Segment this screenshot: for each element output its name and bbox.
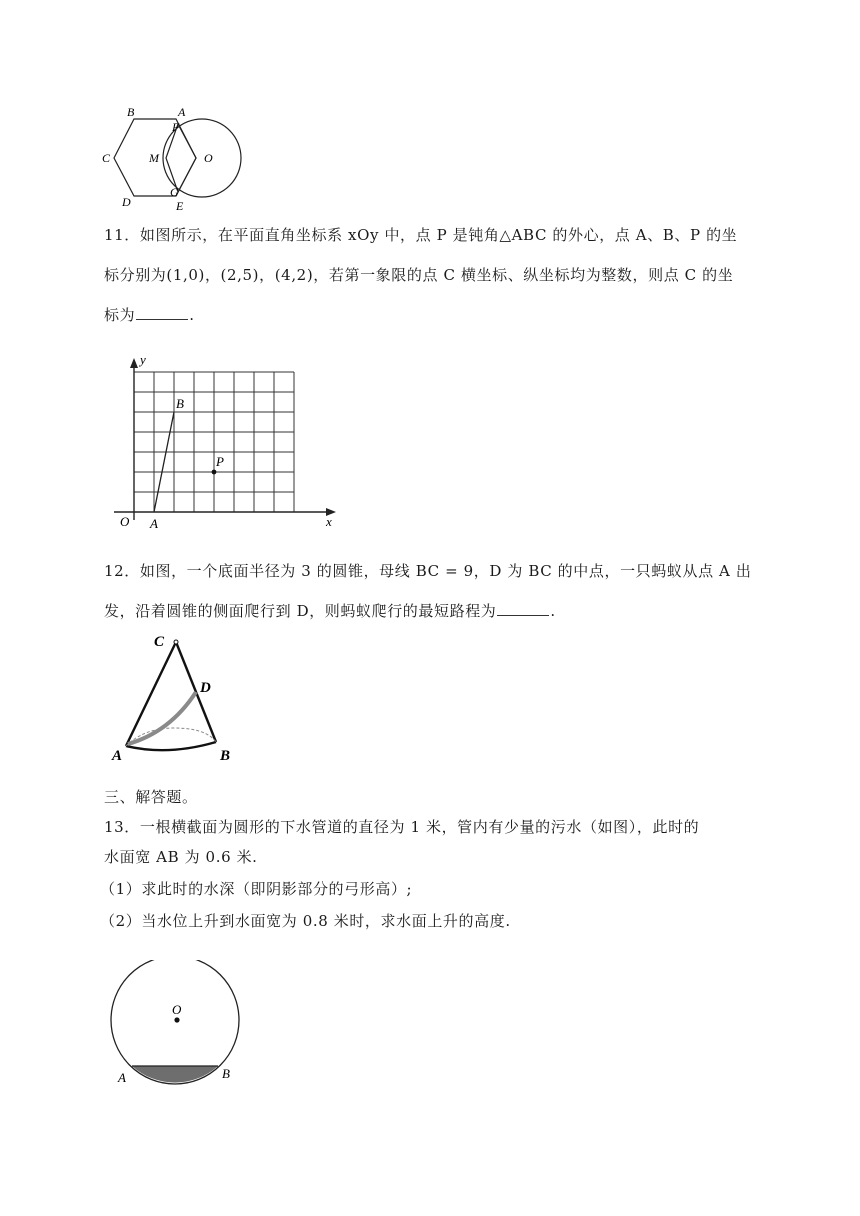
segment-AB <box>154 412 174 512</box>
q11-line-3-suffix: . <box>189 306 195 324</box>
coordinate-grid-figure <box>110 350 350 530</box>
q12-answer-blank[interactable] <box>497 601 549 616</box>
y-axis-arrow <box>130 358 138 368</box>
q11-line-1: 11．如图所示，在平面直角坐标系 xOy 中，点 P 是钝角△ABC 的外心，点 A、B、P 的坐 <box>104 226 738 244</box>
q11-line-2: 标分别为(1,0)，(2,5)，(4,2)，若第一象限的点 C 横坐标、纵坐标均为整数，则点 C 的坐 <box>104 266 734 284</box>
q12-line-2 <box>104 600 556 622</box>
label-F: F <box>172 120 180 134</box>
inner-rhombus-right <box>178 124 196 192</box>
q13-line-2: 水面宽 AB 为 0.6 米. <box>104 848 258 866</box>
point-B-label: B <box>176 396 184 411</box>
pipe-label-B: B <box>222 1066 230 1081</box>
water-segment-shaded <box>132 1066 218 1083</box>
apex-point <box>174 640 178 644</box>
point-P-label: P <box>216 454 224 469</box>
q12-line-2-suffix: . <box>550 602 556 620</box>
q13-sub-2: （2）当水位上升到水面宽为 0.8 米时，求水面上升的高度. <box>100 912 511 930</box>
q11-line-3-prefix: 标为 <box>104 306 136 324</box>
cone-base-back <box>126 728 216 746</box>
cone-side-left <box>126 642 176 746</box>
q12-line-1: 12．如图，一个底面半径为 3 的圆锥，母线 BC = 9，D 为 BC 的中点，一只蚂蚁从点 A 出 <box>104 562 752 580</box>
label-G: G <box>170 185 179 199</box>
pipe-label-O: O <box>172 1002 182 1017</box>
label-O: O <box>204 151 213 165</box>
q13-sub-1: （1）求此时的水深（即阴影部分的弓形高）; <box>100 880 413 898</box>
cone-label-C: C <box>154 634 165 650</box>
y-axis-label: y <box>140 352 146 367</box>
label-E: E <box>176 199 184 213</box>
q13-line-1: 13．一根横截面为圆形的下水管道的直径为 1 米，管内有少量的污水（如图），此时的 <box>104 818 700 836</box>
pipe-cross-section-figure <box>104 960 264 1090</box>
cone-label-B: B <box>220 748 231 764</box>
point-A-label: A <box>150 516 158 530</box>
section-3-title: 三、解答题。 <box>104 788 198 806</box>
label-M: M <box>149 151 159 165</box>
cone-label-D: D <box>200 680 211 696</box>
pipe-label-A: A <box>118 1070 126 1085</box>
center-point-O <box>174 1017 179 1022</box>
label-B: B <box>127 105 135 119</box>
cone-base-front <box>126 742 216 750</box>
x-axis-label: x <box>326 514 332 529</box>
label-D: D <box>122 195 131 209</box>
label-C: C <box>102 151 111 165</box>
inner-rhombus <box>166 124 178 192</box>
cone-label-A: A <box>112 748 123 764</box>
origin-label: O <box>120 514 130 529</box>
q11-answer-blank[interactable] <box>136 305 188 320</box>
q12-line-2-prefix: 发，沿着圆锥的侧面爬行到 D，则蚂蚁爬行的最短路程为 <box>104 602 497 620</box>
cone-figure <box>108 628 248 768</box>
label-A: A <box>178 105 186 119</box>
point-P <box>212 470 217 475</box>
hexagon-circle-figure <box>96 104 256 216</box>
q11-line-3 <box>104 304 195 326</box>
